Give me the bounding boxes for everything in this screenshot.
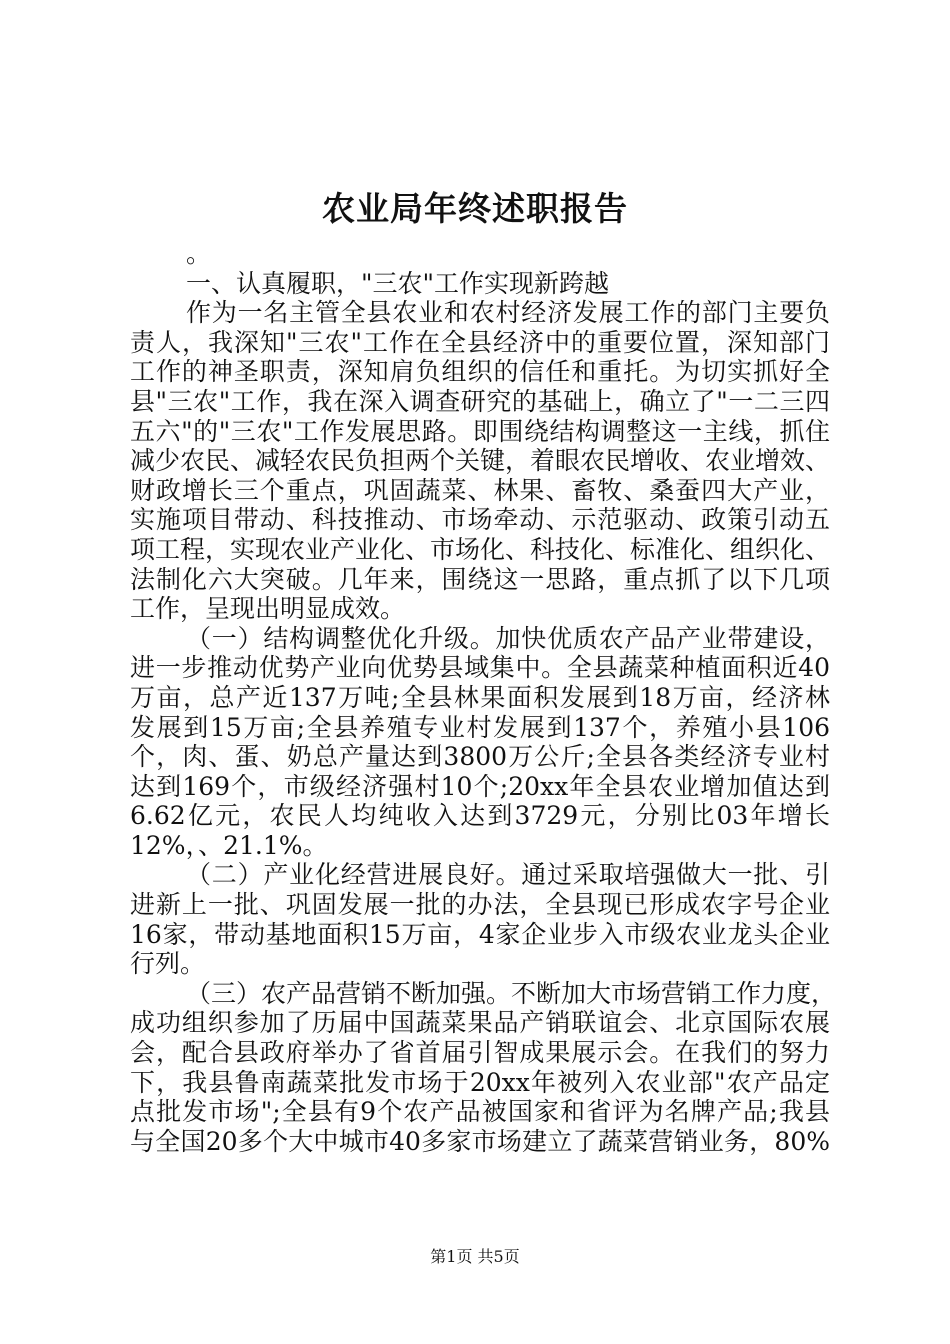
text-line: 下，我县鲁南蔬菜批发市场于20xx年被列入农业部"农产品定	[130, 1067, 830, 1097]
text-line: 成功组织参加了历届中国蔬菜果品产销联谊会、北京国际农展	[130, 1008, 830, 1038]
text-line: 法制化六大突破。几年来，围绕这一思路，重点抓了以下几项	[130, 564, 830, 594]
text-line: 达到169个，市级经济强村10个;20xx年全县农业增加值达到	[130, 771, 830, 801]
text-line: 财政增长三个重点，巩固蔬菜、林果、畜牧、桑蚕四大产业，	[130, 475, 830, 505]
paragraph-4	[130, 978, 837, 1157]
text-line: 项工程，实现农业产业化、市场化、科技化、标准化、组织化、	[130, 534, 831, 564]
text-line: 点批发市场";全县有9个农产品被国家和省评为名牌产品;我县	[130, 1097, 830, 1127]
text-line: 作为一名主管全县农业和农村经济发展工作的部门主要负	[186, 298, 830, 328]
text-line: 16家，带动基地面积15万亩，4家企业步入市级农业龙头企业	[130, 919, 830, 949]
text-line: 减少农民、减轻农民负担两个关键，着眼农民增收、农业增效、	[130, 446, 831, 476]
page-number: 第1页 共5页	[430, 1247, 520, 1266]
text-line: 责人，我深知"三农"工作在全县经济中的重要位置，深知部门	[130, 327, 830, 357]
text-line: 个，肉、蛋、奶总产量达到3800万公斤;全县各类经济专业村	[130, 742, 830, 772]
text-line: （一）结构调整优化升级。加快优质农产品产业带建设，	[186, 623, 830, 653]
dot-line	[130, 239, 830, 269]
paragraph-2	[130, 624, 830, 861]
page-footer	[0, 1244, 950, 1267]
section-heading	[130, 269, 830, 299]
text-line: 。	[186, 239, 212, 268]
text-line: 与全国20多个大中城市40多家市场建立了蔬菜营销业务，80%	[130, 1126, 830, 1156]
text-line: 进新上一批、巩固发展一批的办法，全县现已形成农字号企业	[130, 890, 830, 920]
text-line: 五六"的"三农"工作发展思路。即围绕结构调整这一主线，抓住	[130, 416, 830, 446]
text-line: 一、认真履职，"三农"工作实现新跨越	[186, 268, 609, 298]
document-body	[130, 239, 837, 1156]
text-line: （三）农产品营销不断加强。不断加大市场营销工作力度，	[186, 978, 837, 1008]
document-title: 农业局年终述职报告	[322, 189, 628, 228]
paragraph-1	[130, 298, 830, 624]
text-line: 工作，呈现出明显成效。	[130, 594, 406, 624]
text-line: （二）产业化经营进展良好。通过采取培强做大一批、引	[186, 860, 830, 890]
text-line: 实施项目带动、科技推动、市场牵动、示范驱动、政策引动五	[130, 505, 830, 535]
text-line: 发展到15万亩;全县养殖专业村发展到137个，养殖小县106	[130, 712, 830, 742]
text-line: 会，配合县政府举办了省首届引智成果展示会。在我们的努力	[130, 1038, 830, 1068]
text-line: 工作的神圣职责，深知肩负组织的信任和重托。为切实抓好全	[130, 357, 830, 387]
text-line: 12%，、21.1%。	[130, 830, 328, 860]
text-line: 行列。	[130, 949, 206, 979]
text-line: 6.62亿元，农民人均纯收入达到3729元，分别比03年增长	[130, 801, 830, 831]
text-line: 万亩，总产近137万吨;全县林果面积发展到18万亩，经济林	[130, 682, 830, 712]
text-line: 县"三农"工作，我在深入调查研究的基础上，确立了"一二三四	[130, 386, 830, 416]
text-line: 进一步推动优势产业向优势县域集中。全县蔬菜种植面积近40	[130, 653, 830, 683]
paragraph-3	[130, 860, 830, 978]
